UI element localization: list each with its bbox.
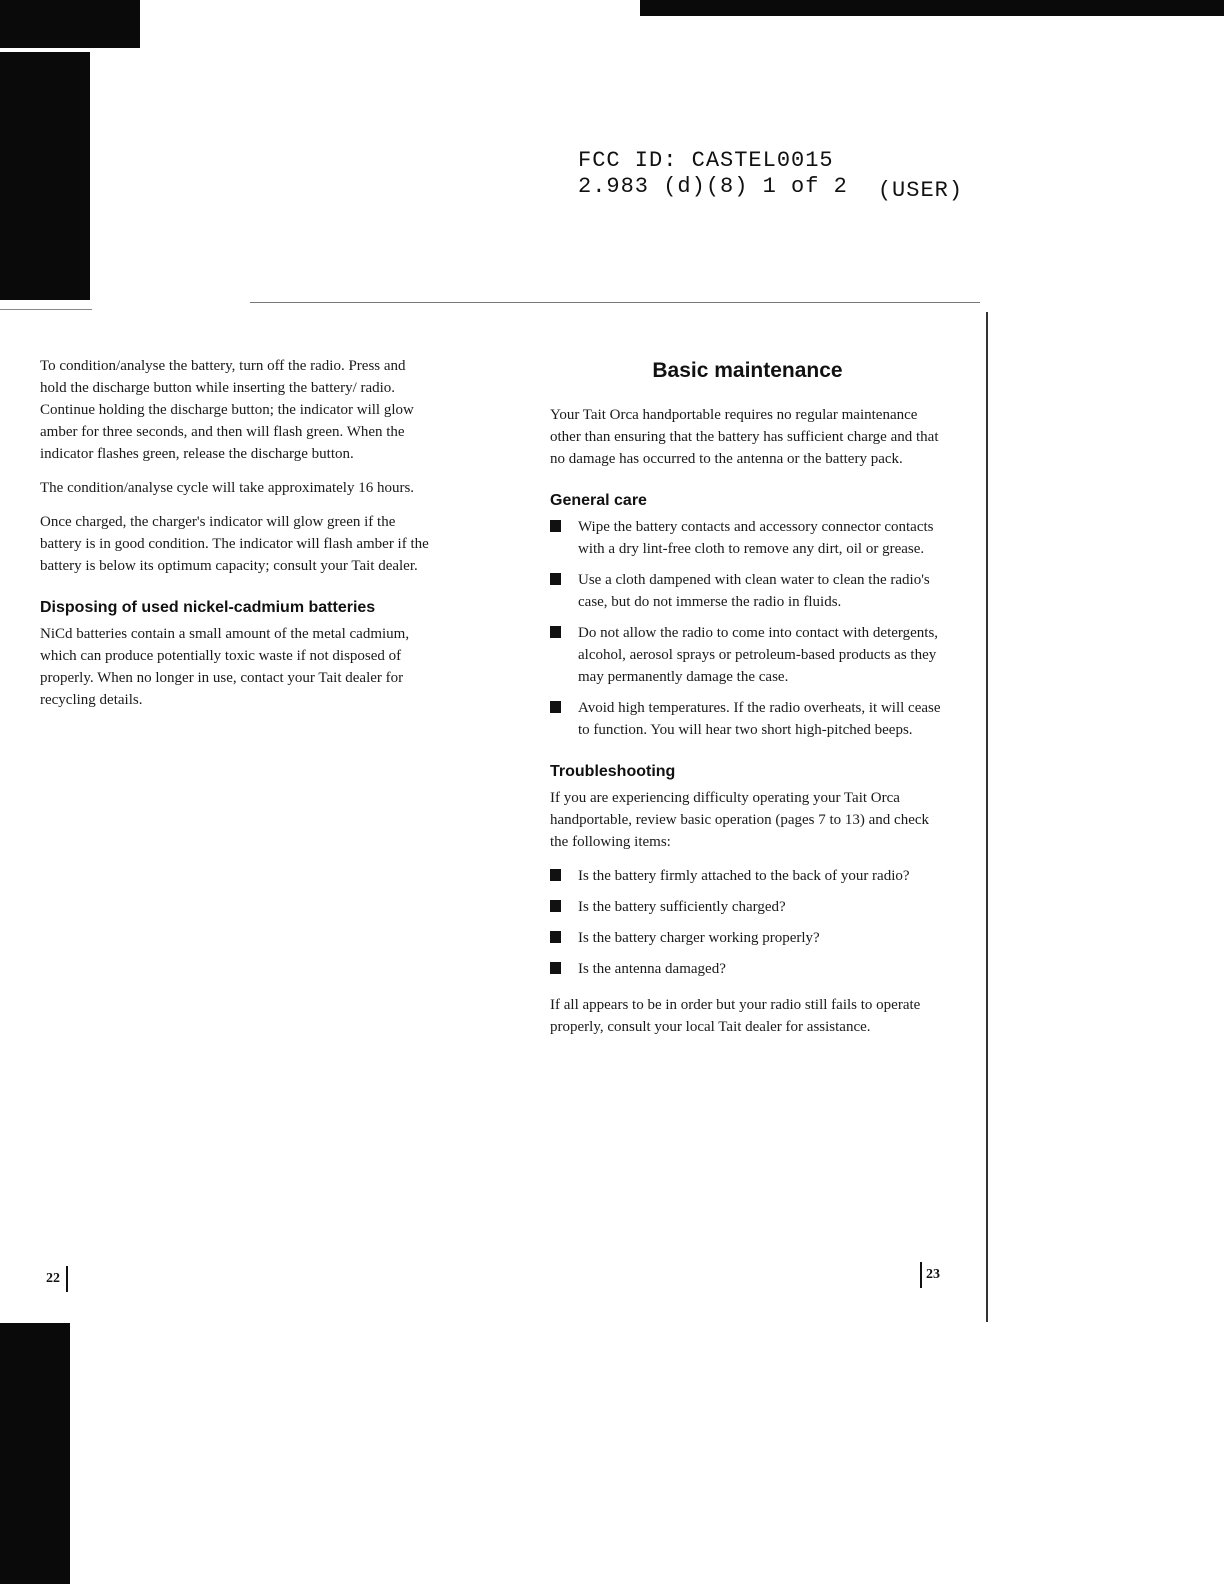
scan-edge-top-right [640,0,1224,16]
list-item: Do not allow the radio to come into contact with detergents, alcohol, aerosol sprays or petroleum-based products as they may permanently damage the case. [550,622,945,688]
condition-paragraph: To condition/analyse the battery, turn off the radio. Press and hold the discharge button while inserting the battery/ radio. Continue holding the discharge button; the indicator will glow amber for three seconds, and then will flash green. When the indicator flashes green, release the discharge button. [40,358,414,462]
square-bullet-icon [550,573,561,585]
list-item: Use a cloth dampened with clean water to clean the radio's case, but do not immerse the radio in fluids. [550,569,945,613]
general-care-heading: General care [550,492,647,509]
square-bullet-icon [550,900,561,912]
page-title: Basic maintenance [652,359,843,382]
left-column [40,355,435,723]
square-bullet-icon [550,520,561,532]
header-rule [250,302,980,303]
charged-paragraph: Once charged, the charger's indicator will glow green if the battery is in good condition. The indicator will flash amber if the battery is below its optimum capacity; consult your Tait dealer. [40,514,429,574]
square-bullet-icon [550,931,561,943]
troubleshooting-intro: If you are experiencing difficulty operating your Tait Orca handportable, review basic operation (pages 7 to 13) and check the following items: [550,790,930,850]
square-bullet-icon [550,626,561,638]
disposing-heading: Disposing of used nickel-cadmium batteries [40,599,376,616]
scan-edge-left-lower [0,1323,70,1584]
scan-edge-top-left [0,0,140,48]
square-bullet-icon [550,869,561,881]
square-bullet-icon [550,701,561,713]
list-item: Is the battery charger working properly? [550,927,945,949]
right-column [550,360,945,1050]
header-rule-left [0,309,92,310]
fcc-id-line: FCC ID: CASTEL0015 [578,148,834,173]
scan-edge-left-upper [0,52,90,300]
disposing-paragraph: NiCd batteries contain a small amount of the metal cadmium, which can produce potentially toxic waste if not disposed of properly. When no longer in use, contact your Tait dealer for recycling details. [40,626,410,708]
fcc-user-label: (USER) [877,178,964,203]
troubleshooting-heading: Troubleshooting [550,763,676,780]
list-item: Avoid high temperatures. If the radio overheats, it will cease to function. You will hear two short high-pitched beeps. [550,697,945,741]
cycle-paragraph: The condition/analyse cycle will take approximately 16 hours. [40,480,415,496]
list-item: Wipe the battery contacts and accessory connector contacts with a dry lint-free cloth to remove any dirt, oil or grease. [550,516,945,560]
page-edge-rule [986,312,988,1322]
page-number-left: 22 [46,1266,68,1292]
fcc-stamp [578,148,964,203]
troubleshooting-list [550,865,945,980]
care-list [550,516,945,741]
list-item: Is the battery firmly attached to the back of your radio? [550,865,945,887]
list-item: Is the antenna damaged? [550,958,945,980]
square-bullet-icon [550,962,561,974]
maintenance-intro: Your Tait Orca handportable requires no regular maintenance other than ensuring that the battery has sufficient charge and that no damage has occurred to the antenna or the battery pack. [550,407,939,467]
list-item: Is the battery sufficiently charged? [550,896,945,918]
closing-paragraph: If all appears to be in order but your radio still fails to operate properly, consult your local Tait dealer for assistance. [550,997,921,1035]
page-number-right: 23 [920,1262,940,1288]
fcc-rule-line: 2.983 (d)(8) 1 of 2 [578,174,848,199]
